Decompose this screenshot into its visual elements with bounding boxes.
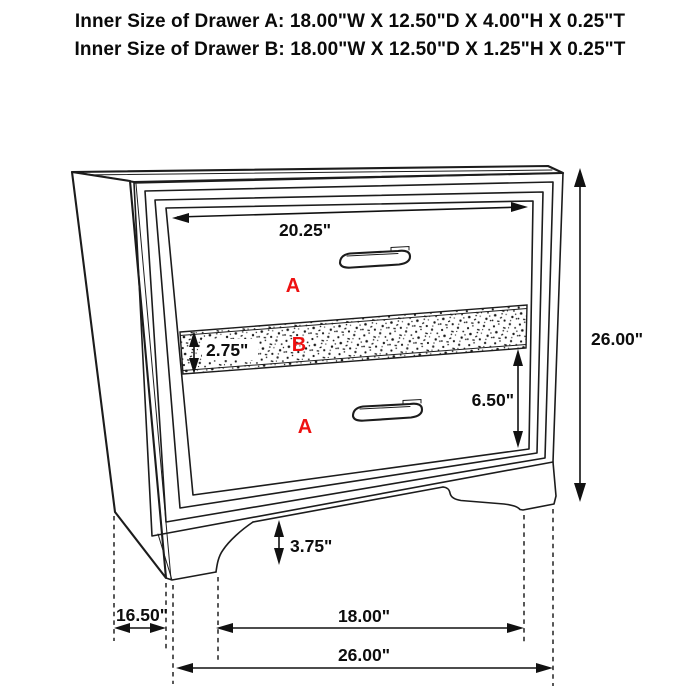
dim-label-side-depth: 16.50"	[115, 605, 169, 625]
right-foot-scroll-curve	[443, 462, 556, 510]
dimension-labels	[116, 220, 643, 665]
arrowhead-up-icon	[574, 168, 586, 187]
cabinet-side-panel	[72, 172, 166, 578]
dim-label-overall-width: 26.00"	[337, 645, 391, 665]
arrowhead-down-icon	[513, 431, 523, 448]
inner-size-line-drawer-b: Inner Size of Drawer B: 18.00"W X 12.50"D X 1.25"H X 0.25"T	[74, 39, 626, 60]
arrowhead-right-icon	[507, 623, 524, 633]
dim-arrow-inner-top-width	[177, 207, 523, 217]
inner-size-line-drawer-a: Inner Size of Drawer A: 18.00"W X 12.50"D X 4.00"H X 0.25"T	[74, 11, 626, 32]
arrowhead-left-icon	[172, 213, 189, 223]
dim-label-strip-height: 2.75"	[206, 340, 249, 360]
dim-label-bottom-drawer-height: 6.50"	[471, 390, 514, 410]
label-drawer-a-bottom: A	[297, 416, 313, 438]
dim-label-inner-top-width: 20.25"	[278, 220, 332, 240]
left-foot-bottom-edge	[166, 572, 216, 580]
arrowhead-down-icon	[574, 483, 586, 502]
dim-label-foot-height: 3.75"	[290, 536, 333, 556]
arrowhead-right-icon	[536, 663, 553, 673]
arrowhead-up-icon	[513, 349, 523, 366]
dim-label-feet-inner-width: 18.00"	[337, 606, 391, 626]
dimension-arrows	[114, 168, 586, 673]
label-strip-b: B	[291, 334, 307, 356]
arrowhead-up-icon	[274, 520, 284, 537]
arrowhead-left-icon	[176, 663, 193, 673]
arrowhead-down-icon	[274, 548, 284, 565]
label-drawer-a-top: A	[285, 275, 301, 297]
bottom-drawer-handle	[353, 404, 422, 421]
arrowhead-right-icon	[511, 202, 528, 212]
top-drawer-handle	[340, 251, 410, 268]
dim-label-overall-height: 26.00"	[591, 329, 644, 349]
left-foot-scroll-curve	[216, 522, 253, 572]
base-and-feet	[158, 462, 556, 580]
dashed-reference-lines	[114, 509, 553, 686]
